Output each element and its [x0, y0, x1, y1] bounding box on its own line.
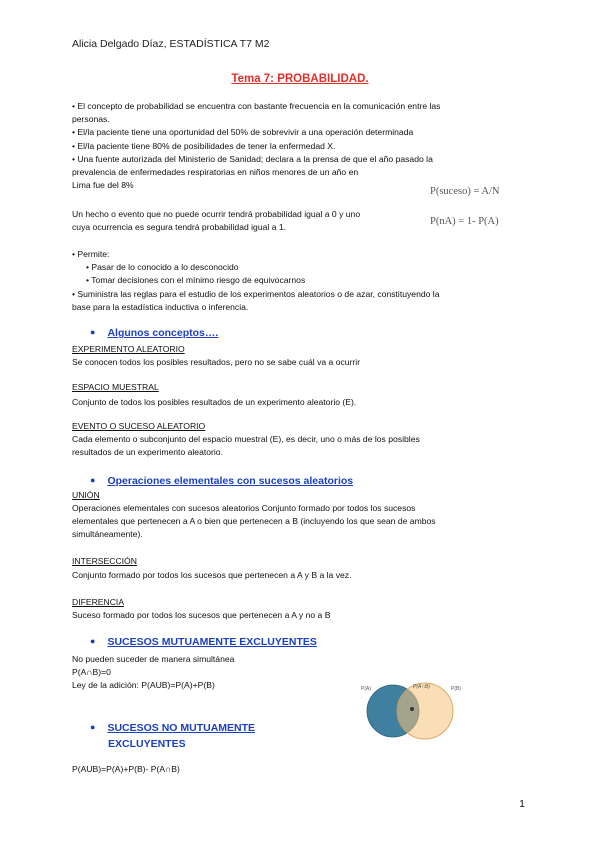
bullet-icon: ●: [90, 722, 96, 732]
intro-line: prevalencia de enfermedades respiratorias en niños menores de un año en: [72, 167, 359, 178]
venn-diagram: [355, 676, 475, 742]
intro-line: • El/la paciente tiene 80% de posibilidades de tener la enfermedad X.: [72, 140, 336, 151]
operation-text: simultáneamente).: [72, 529, 143, 540]
venn-label-intersection: P(A∩B): [413, 684, 430, 690]
bullet-icon: ●: [90, 475, 96, 485]
permite-tail: • Suministra las reglas para el estudio de los experimentos aleatorios o de azar, constituyendo la: [72, 288, 440, 299]
concept-text: Conjunto de todos los posibles resultados de un experimento aleatorio (E).: [72, 397, 357, 407]
section-heading-text: Algunos conceptos….: [107, 327, 219, 339]
operation-text-block: [72, 502, 512, 542]
concept-text: resultados de un experimento aleatorio.: [72, 447, 223, 458]
section-heading-text: SUCESOS MUTUAMENTE EXCLUYENTES: [107, 636, 317, 648]
intro-line: personas.: [72, 114, 110, 125]
operation-text: Suceso formado por todos los sucesos que pertenecen a A y no a B: [72, 610, 331, 620]
formula-probability: P(suceso) = A/N: [430, 186, 500, 197]
exclusive-line: P(A∩B)=0: [72, 667, 111, 678]
concept-text: Cada elemento o subconjunto del espacio muestral (E), es decir, uno o más de los posibles: [72, 434, 420, 444]
intro-line: • El concepto de probabilidad se encuentra con bastante frecuencia en la comunicación entre las: [72, 101, 441, 111]
venn-intersection-marker: [410, 707, 414, 711]
concept-term: EVENTO O SUCESO ALEATORIO: [72, 421, 206, 431]
intro-line: Lima fue del 8%: [72, 180, 134, 191]
intro-line: • Una fuente autorizada del Ministerio de Sanidad; declara a la prensa de que el año pasado la: [72, 153, 433, 164]
event-line: Un hecho o evento que no puede ocurrir tendrá probabilidad igual a 0 y uno: [72, 209, 361, 219]
document-header: Alicia Delgado Díaz, ESTADÍSTICA T7 M2: [72, 38, 270, 50]
section-heading-concepts: [90, 327, 218, 339]
permite-head: • Permite:: [72, 249, 110, 259]
intro-line: • El/la paciente tiene una oportunidad del 50% de sobrevivir a una operación determinada: [72, 127, 414, 138]
exclusive-line: Ley de la adición: P(AUB)=P(A)+P(B): [72, 680, 215, 691]
exclusive-block: [72, 653, 312, 693]
bullet-icon: ●: [90, 636, 96, 646]
exclusive-line: No pueden suceder de manera simultánea: [72, 654, 235, 664]
venn-label-a: P(A): [361, 686, 371, 692]
venn-label-b: P(B): [451, 686, 461, 692]
intro-block: [72, 100, 512, 192]
permite-tail: base para la estadística inductiva o inferencia.: [72, 301, 249, 312]
section-heading-exclusive: [90, 636, 317, 648]
operation-text: Operaciones elementales con sucesos aleatorios Conjunto formado por todos los sucesos: [72, 503, 416, 513]
operation-text: Conjunto formado por todos los sucesos que pertenecen a A y B a la vez.: [72, 570, 352, 580]
page-number: 1: [519, 798, 525, 810]
concept-term: EXPERIMENTO ALEATORIO: [72, 344, 185, 354]
event-text-block: [72, 208, 422, 234]
concept-text: Se conocen todos los posibles resultados, pero no se sabe cuál va a ocurrir: [72, 357, 361, 367]
final-formula: P(AUB)=P(A)+P(B)- P(A∩B): [72, 764, 180, 774]
section-heading-text: SUCESOS NO MUTUAMENTE: [107, 722, 256, 734]
venn-circle-b: [397, 683, 453, 739]
permite-item: • Tomar decisiones con el mínimo riesgo de equivocarnos: [86, 275, 306, 286]
page-title: Tema 7: PROBABILIDAD.: [231, 73, 369, 85]
operation-term: DIFERENCIA: [72, 597, 125, 607]
bullet-icon: ●: [90, 327, 96, 337]
operation-term: INTERSECCIÓN: [72, 556, 137, 566]
operation-text: elementales que pertenecen a A o bien que pertenecen a B (incluyendo los que sean de ambos: [72, 516, 436, 527]
concept-term: ESPACIO MUESTRAL: [72, 382, 159, 392]
permite-item: • Pasar de lo conocido a lo desconocido: [86, 262, 239, 273]
concept-text-block: [72, 433, 512, 459]
section-heading-text: EXCLUYENTES: [108, 738, 186, 750]
event-line: cuya ocurrencia es segura tendrá probabilidad igual a 1.: [72, 222, 287, 233]
section-heading-non-exclusive: [90, 719, 255, 752]
section-heading-operations: [90, 475, 353, 487]
permite-block: [72, 248, 512, 314]
formula-complement: P(nA) = 1- P(A): [430, 216, 499, 227]
operation-term: UNIÓN: [72, 490, 100, 500]
section-heading-text: Operaciones elementales con sucesos aleatorios: [107, 475, 354, 487]
